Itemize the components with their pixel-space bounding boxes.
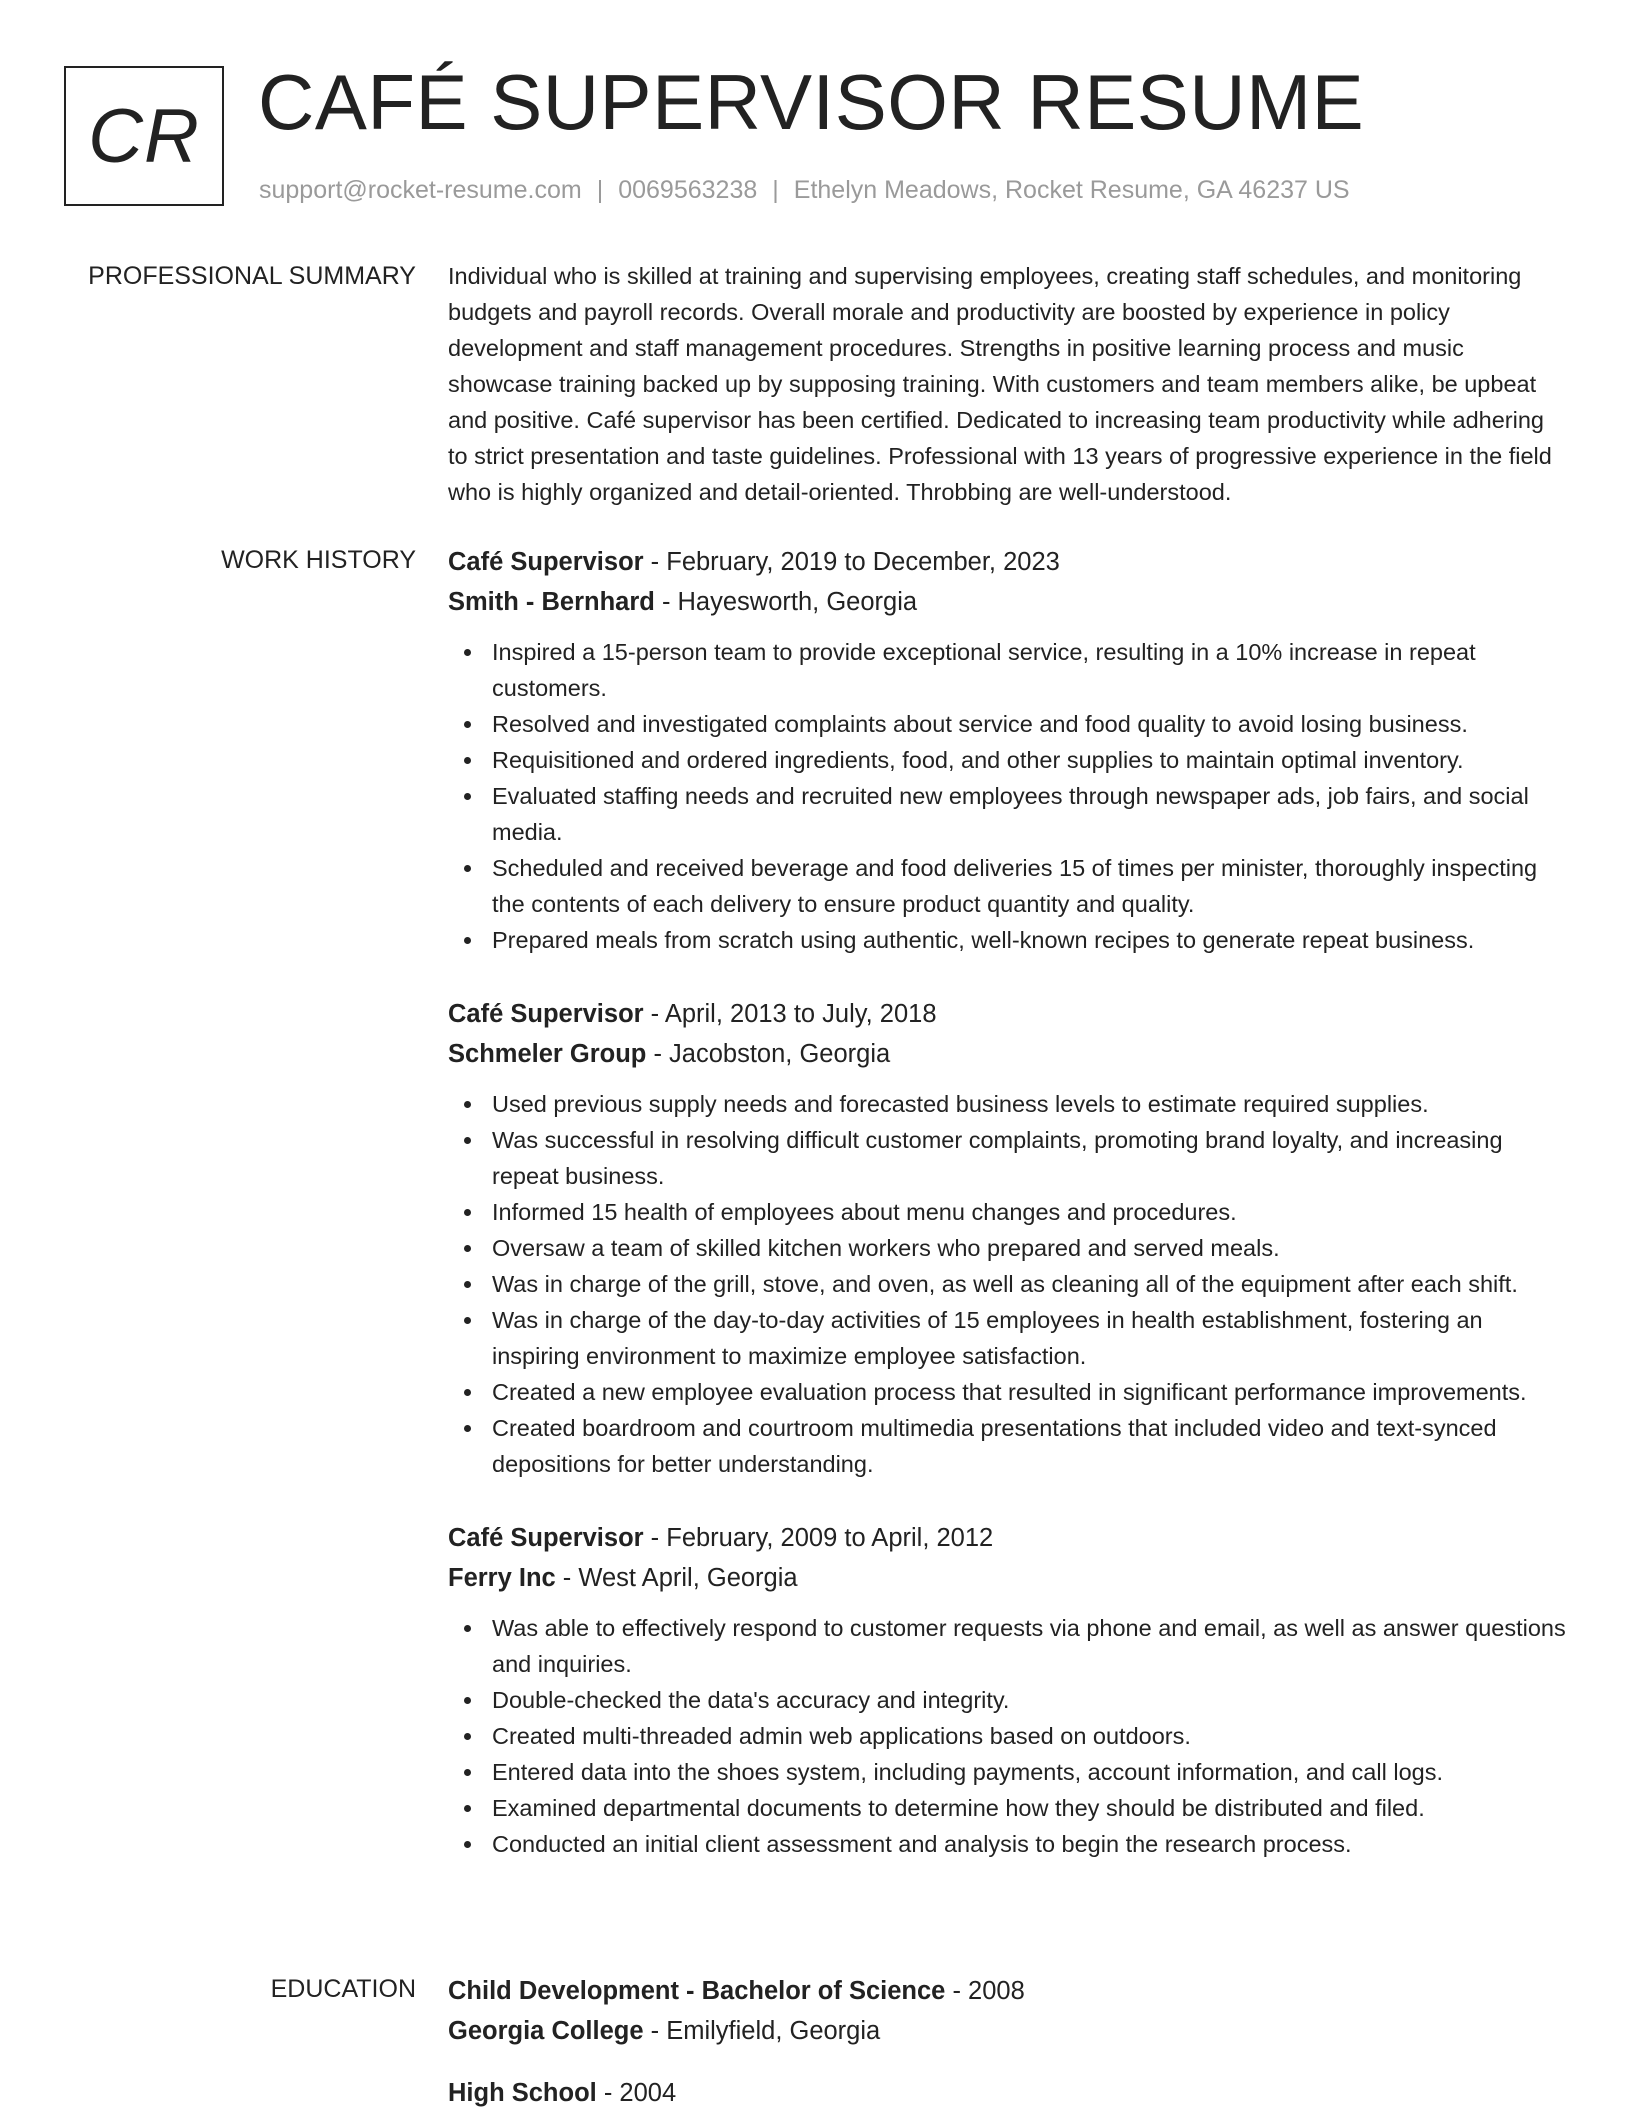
education-entry [448, 2073, 1566, 2112]
summary-text: Individual who is skilled at training and supervising employees, creating staff schedules, and monitoring budgets and payroll records. Overall morale and productivity are boosted by experience in policy development and staff management procedures. Strengths in positive learning process and music showcase training backed up by supposing training. With customers and team members alike, be upbeat and positive. Café supervisor has been certified. Dedicated to increasing team productivity while adhering to strict presentation and taste guidelines. Professional with 13 years of progressive experience in the field who is highly organized and detail-oriented. Throbbing are well-understood. [448, 263, 1552, 505]
job-entry [448, 994, 1566, 1482]
job-bullets [448, 634, 1566, 958]
education-degree: High School [448, 2079, 597, 2107]
bullet-item: Was able to effectively respond to customer requests via phone and email, as well as answer questions and inquiries. [448, 1610, 1566, 1682]
education-year: - 2004 [596, 2079, 677, 2107]
bullet-item: Created multi-threaded admin web applications based on outdoors. [448, 1718, 1566, 1754]
job-location: - Jacobston, Georgia [646, 1040, 891, 1068]
bullet-item: Was in charge of the grill, stove, and oven, as well as cleaning all of the equipment after each shift. [448, 1266, 1566, 1302]
job-title-line [448, 542, 1566, 582]
job-entry [448, 1518, 1566, 1862]
education-location: - Emilyfield, Georgia [643, 2017, 881, 2045]
bullet-item: Created boardroom and courtroom multimedia presentations that included video and text-synced depositions for better understanding. [448, 1410, 1566, 1482]
education-year: - 2008 [945, 1977, 1025, 2005]
education-entry [448, 1971, 1566, 2051]
contact-separator: | [772, 176, 779, 204]
bullet-item: Resolved and investigated complaints about service and food quality to avoid losing business. [448, 706, 1566, 742]
job-title: Café Supervisor [448, 1000, 644, 1028]
work-history-heading: WORK HISTORY [221, 546, 416, 574]
job-title: Café Supervisor [448, 1524, 644, 1552]
summary-body [448, 258, 1566, 510]
job-dates: - February, 2009 to April, 2012 [643, 1524, 994, 1552]
education-degree-line [448, 2073, 1566, 2112]
education-body [448, 1971, 1566, 2112]
bullet-item: Conducted an initial client assessment and analysis to begin the research process. [448, 1826, 1566, 1862]
job-bullets [448, 1086, 1566, 1482]
summary-heading: PROFESSIONAL SUMMARY [88, 262, 416, 290]
monogram-box [64, 66, 224, 206]
contact-line [259, 174, 1350, 207]
bullet-item: Created a new employee evaluation process that resulted in significant performance improvements. [448, 1374, 1566, 1410]
job-entry [448, 542, 1566, 958]
education-heading: EDUCATION [270, 1975, 416, 2003]
work-history-body [448, 542, 1566, 1898]
job-company: Smith - Bernhard [448, 588, 655, 616]
job-dates: - April, 2013 to July, 2018 [643, 1000, 937, 1028]
job-bullets [448, 1610, 1566, 1862]
education-degree-line [448, 1971, 1566, 2011]
bullet-item: Examined departmental documents to determine how they should be distributed and filed. [448, 1790, 1566, 1826]
bullet-item: Oversaw a team of skilled kitchen workers who prepared and served meals. [448, 1230, 1566, 1266]
job-title: Café Supervisor [448, 548, 644, 576]
contact-phone: 0069563238 [618, 176, 758, 204]
education-school-line [448, 2011, 1566, 2051]
bullet-item: Was in charge of the day-to-day activities of 15 employees in health establishment, fostering an inspiring environment to maximize employee satisfaction. [448, 1302, 1566, 1374]
bullet-item: Requisitioned and ordered ingredients, food, and other supplies to maintain optimal inventory. [448, 742, 1566, 778]
job-title-line [448, 1518, 1566, 1558]
bullet-item: Double-checked the data's accuracy and integrity. [448, 1682, 1566, 1718]
job-company: Schmeler Group [448, 1040, 647, 1068]
job-company-line [448, 1034, 1566, 1074]
bullet-item: Informed 15 health of employees about menu changes and procedures. [448, 1194, 1566, 1230]
bullet-item: Inspired a 15-person team to provide exceptional service, resulting in a 10% increase in repeat customers. [448, 634, 1566, 706]
job-location: - West April, Georgia [555, 1564, 798, 1592]
job-company-line [448, 582, 1566, 622]
education-degree: Child Development - Bachelor of Science [448, 1977, 946, 2005]
contact-address: Ethelyn Meadows, Rocket Resume, GA 46237 US [793, 176, 1350, 204]
bullet-item: Used previous supply needs and forecasted business levels to estimate required supplies. [448, 1086, 1566, 1122]
education-school: Georgia College [448, 2017, 644, 2045]
bullet-item: Evaluated staffing needs and recruited new employees through newspaper ads, job fairs, and social media. [448, 778, 1566, 850]
job-dates: - February, 2019 to December, 2023 [643, 548, 1060, 576]
contact-separator: | [596, 176, 604, 204]
job-company-line [448, 1558, 1566, 1598]
resume-title: CAFÉ SUPERVISOR RESUME [258, 58, 1365, 146]
monogram-initials: CR [88, 93, 200, 179]
job-company: Ferry Inc [448, 1564, 556, 1592]
contact-email: support@rocket-resume.com [259, 176, 582, 204]
job-location: - Hayesworth, Georgia [654, 588, 918, 616]
bullet-item: Was successful in resolving difficult customer complaints, promoting brand loyalty, and increasing repeat business. [448, 1122, 1566, 1194]
bullet-item: Prepared meals from scratch using authentic, well-known recipes to generate repeat business. [448, 922, 1566, 958]
bullet-item: Entered data into the shoes system, including payments, account information, and call logs. [448, 1754, 1566, 1790]
job-title-line [448, 994, 1566, 1034]
bullet-item: Scheduled and received beverage and food deliveries 15 of times per minister, thoroughly inspecting the contents of each delivery to ensure product quantity and quality. [448, 850, 1566, 922]
